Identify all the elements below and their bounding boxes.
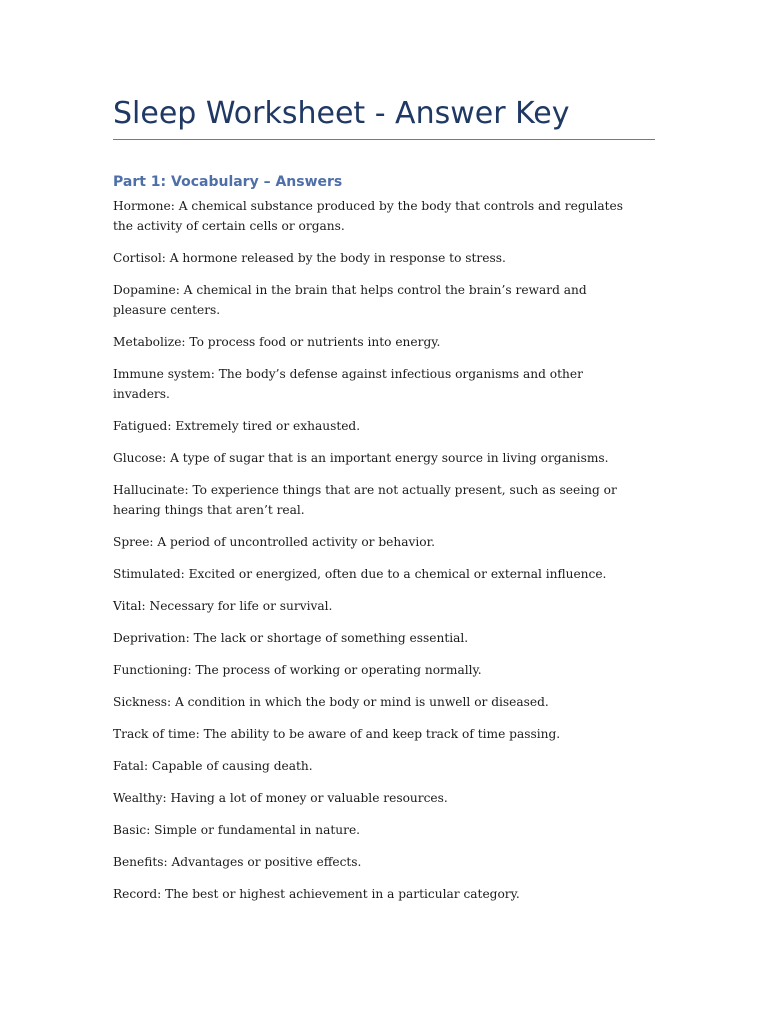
vocabulary-entry-functioning: Functioning: The process of working or operating normally. — [113, 663, 482, 677]
section-heading: Part 1: Vocabulary – Answers — [113, 174, 343, 190]
vocabulary-entry-spree: Spree: A period of uncontrolled activity or behavior. — [113, 535, 435, 549]
vocabulary-entry-cortisol: Cortisol: A hormone released by the body in response to stress. — [113, 251, 506, 265]
vocabulary-entry-wealthy: Wealthy: Having a lot of money or valuable resources. — [113, 791, 448, 805]
vocabulary-entry-immune-system: Immune system: The body’s defense against infectious organisms and other invaders. — [113, 367, 583, 401]
vocabulary-entry-dopamine: Dopamine: A chemical in the brain that helps control the brain’s reward and pleasure centers. — [113, 283, 587, 317]
vocabulary-entry-fatal: Fatal: Capable of causing death. — [113, 759, 313, 773]
vocabulary-entry-vital: Vital: Necessary for life or survival. — [113, 599, 333, 613]
vocabulary-entry-track-of-time: Track of time: The ability to be aware of and keep track of time passing. — [113, 727, 561, 741]
vocabulary-entry-metabolize: Metabolize: To process food or nutrients into energy. — [113, 335, 441, 349]
vocabulary-entry-deprivation: Deprivation: The lack or shortage of something essential. — [113, 631, 469, 645]
vocabulary-entry-hallucinate: Hallucinate: To experience things that are not actually present, such as seeing or hearing things that aren’t real. — [113, 483, 617, 517]
vocabulary-entry-record: Record: The best or highest achievement in a particular category. — [113, 887, 520, 901]
title-underline-rule — [113, 139, 655, 140]
vocabulary-entry-benefits: Benefits: Advantages or positive effects. — [113, 855, 362, 869]
vocabulary-entry-fatigued: Fatigued: Extremely tired or exhausted. — [113, 419, 361, 433]
vocabulary-entry-sickness: Sickness: A condition in which the body or mind is unwell or diseased. — [113, 695, 549, 709]
vocabulary-answer-list — [113, 196, 643, 916]
vocabulary-entry-glucose: Glucose: A type of sugar that is an important energy source in living organisms. — [113, 451, 609, 465]
vocabulary-entry-basic: Basic: Simple or fundamental in nature. — [113, 823, 361, 837]
vocabulary-entry-hormone: Hormone: A chemical substance produced by the body that controls and regulates the activity of certain cells or organs. — [113, 199, 624, 233]
document-title: Sleep Worksheet - Answer Key — [113, 96, 570, 131]
vocabulary-entry-stimulated: Stimulated: Excited or energized, often due to a chemical or external influence. — [113, 567, 607, 581]
